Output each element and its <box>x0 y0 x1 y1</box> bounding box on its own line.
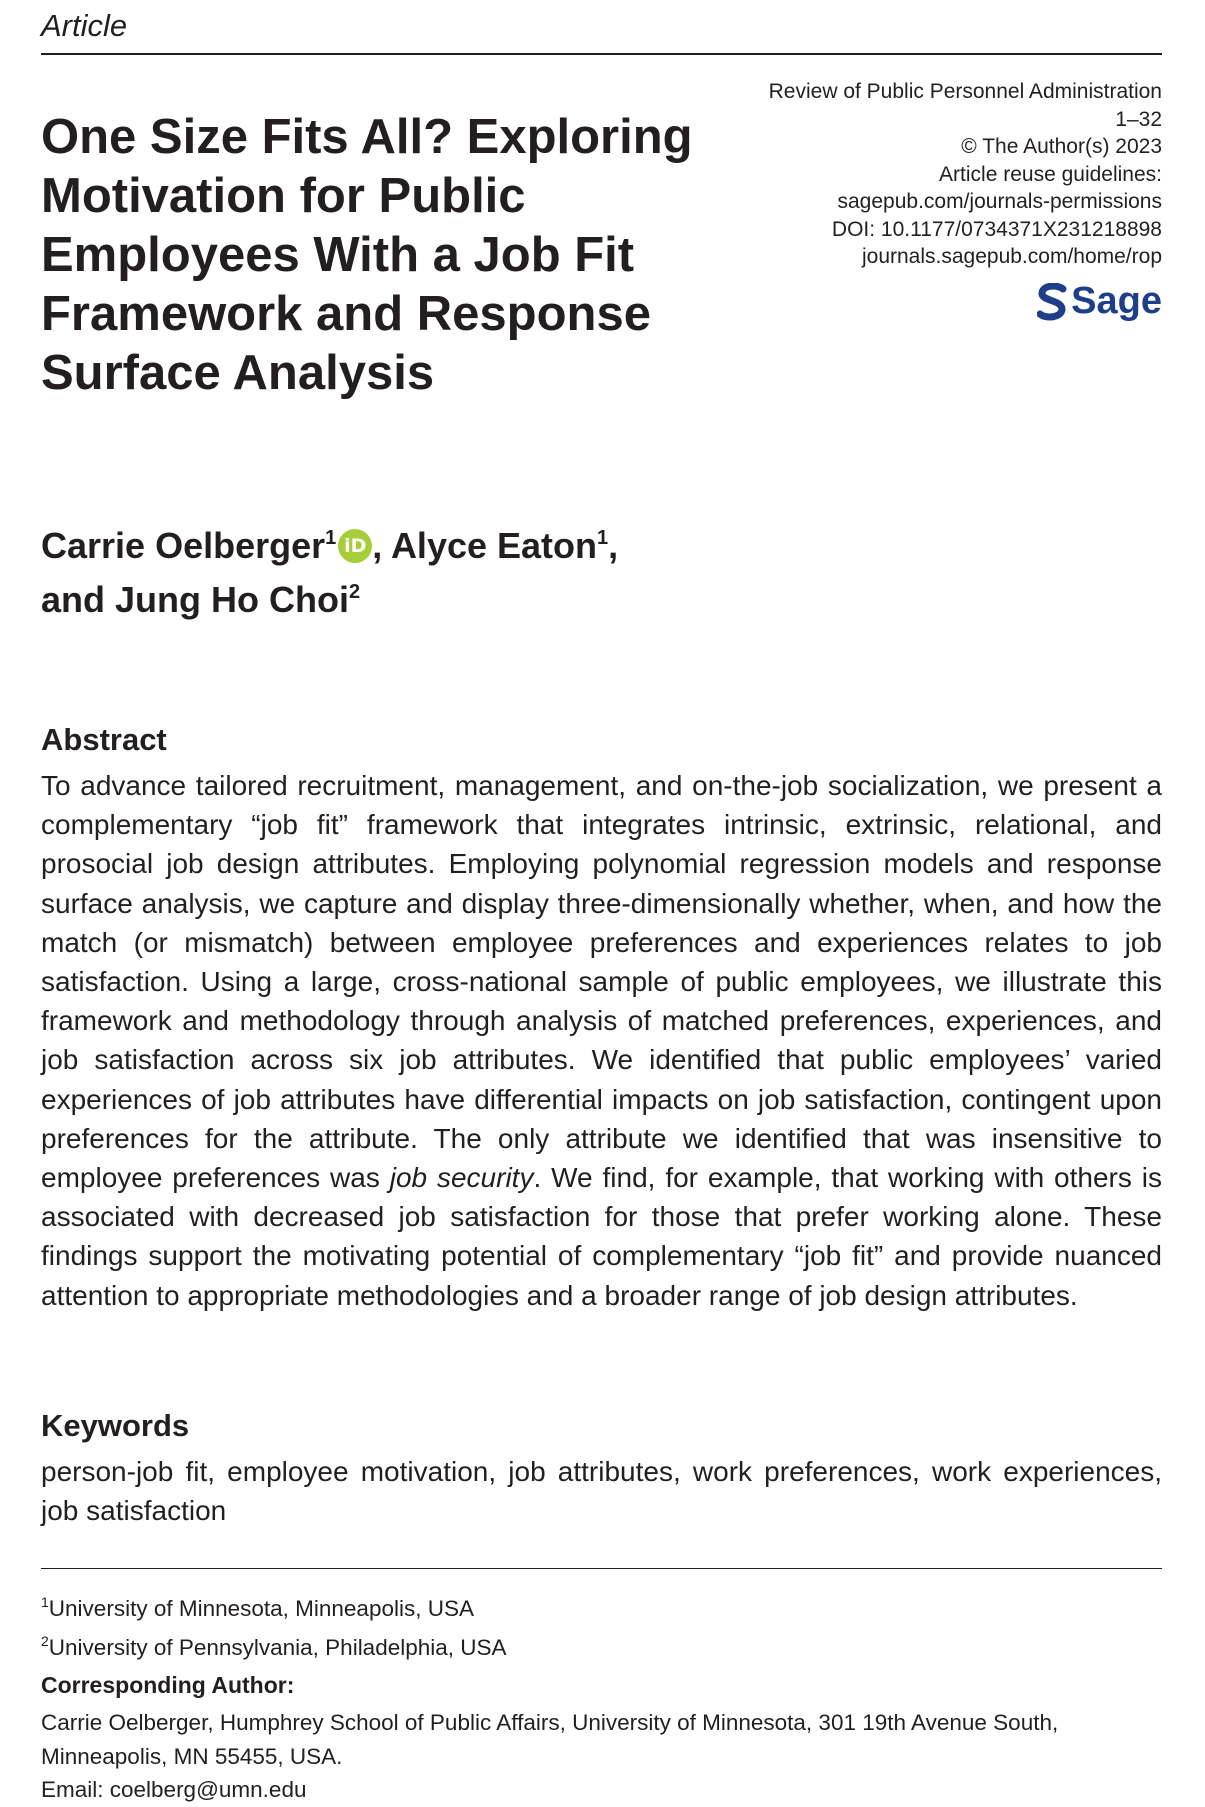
author-list <box>41 515 841 623</box>
orcid-icon[interactable]: iD <box>338 529 372 563</box>
reuse-link[interactable]: sagepub.com/journals-permissions <box>837 190 1162 213</box>
journal-info <box>702 78 1162 271</box>
doi[interactable]: DOI: 10.1177/0734371X231218898 <box>831 217 1162 241</box>
corresponding-author-heading: Corresponding Author: <box>41 1672 295 1698</box>
affiliation-marker: 2 <box>348 581 361 603</box>
article-title: One Size Fits All? Exploring Motivation for Public Employees With a Job Fit Framework and Response Surface Analysis <box>41 110 693 400</box>
corresponding-address-line: Minneapolis, MN 55455, USA. <box>41 1743 343 1769</box>
author-name: Alyce Eaton <box>390 525 598 566</box>
abstract-emphasis: job security <box>389 1162 534 1194</box>
author-separator: , <box>372 525 391 566</box>
abstract-body <box>41 766 1162 1315</box>
author-conjunction: and <box>41 579 116 620</box>
copyright: © The Author(s) 2023 <box>961 135 1162 158</box>
author-name: Jung Ho Choi <box>115 579 349 620</box>
page-range: 1–32 <box>1115 107 1162 131</box>
affiliation-number: 1 <box>41 1594 49 1610</box>
journal-home-link[interactable]: journals.sagepub.com/home/rop <box>861 245 1162 268</box>
affiliations <box>41 1586 507 1664</box>
journal-name: Review of Public Personnel Administration <box>768 80 1162 103</box>
affiliation-item <box>41 1625 507 1664</box>
abstract-text: To advance tailored recruitment, management, and on-the-job socialization, we present a complementary “job fit” framework that integrates intrinsic, extrinsic, relational, and prosocial job design attributes. Employing polynomial regression models and response surface analysis, we capture and display three-dimensionally whether, when, and how the match (or mismatch) between employee preferences and experiences relates to job satisfaction. Using a large, cross-national sample of public employees, we illustrate this framework and methodology through analysis of matched preferences, experiences, and job satisfaction across six job attributes. We identified that public employees’ varied experiences of job attributes have differential impacts on job satisfaction, contingent upon preferences for the attribute. The only attribute we identified that was insensitive to employee preferences was <box>41 770 1162 1194</box>
affiliation-marker: 1 <box>597 527 609 549</box>
keywords-heading: Keywords <box>41 1408 190 1443</box>
article-page <box>41 0 1162 1802</box>
abstract-heading: Abstract <box>41 722 167 757</box>
corresponding-email[interactable]: Email: coelberg@umn.edu <box>41 1777 307 1802</box>
header-rule <box>41 53 1162 55</box>
affiliation-text: University of Pennsylvania, Philadelphia, USA <box>48 1635 507 1660</box>
keywords-body: person-job fit, employee motivation, job attributes, work preferences, work experiences, job satisfaction <box>41 1456 1162 1527</box>
corresponding-address-line: Carrie Oelberger, Humphrey School of Public Affairs, University of Minnesota, 301 19th Avenue South, <box>41 1710 1059 1735</box>
footnote-rule <box>41 1568 1162 1569</box>
reuse-label: Article reuse guidelines: <box>939 162 1162 186</box>
sage-logo <box>1037 280 1162 323</box>
affiliation-item <box>41 1586 507 1625</box>
corresponding-author-details <box>41 1706 1162 1807</box>
sage-wordmark: Sage <box>1071 280 1162 322</box>
abstract-text: . We find, for example, that working with others is associated with decreased job satisfaction for those that prefer working alone. These findings support the motivating potential of complementary “job fit” and provide nuanced attention to appropriate methodologies and a broader range of job design attributes. <box>41 1162 1162 1311</box>
author-name: Carrie Oelberger <box>41 525 326 566</box>
sage-s-icon <box>1037 283 1067 321</box>
article-type-label: Article <box>41 8 128 43</box>
author-separator: , <box>608 525 619 566</box>
affiliation-text: University of Minnesota, Minneapolis, USA <box>48 1596 474 1621</box>
affiliation-marker: 1 <box>325 527 337 549</box>
affiliation-number: 2 <box>41 1633 49 1649</box>
